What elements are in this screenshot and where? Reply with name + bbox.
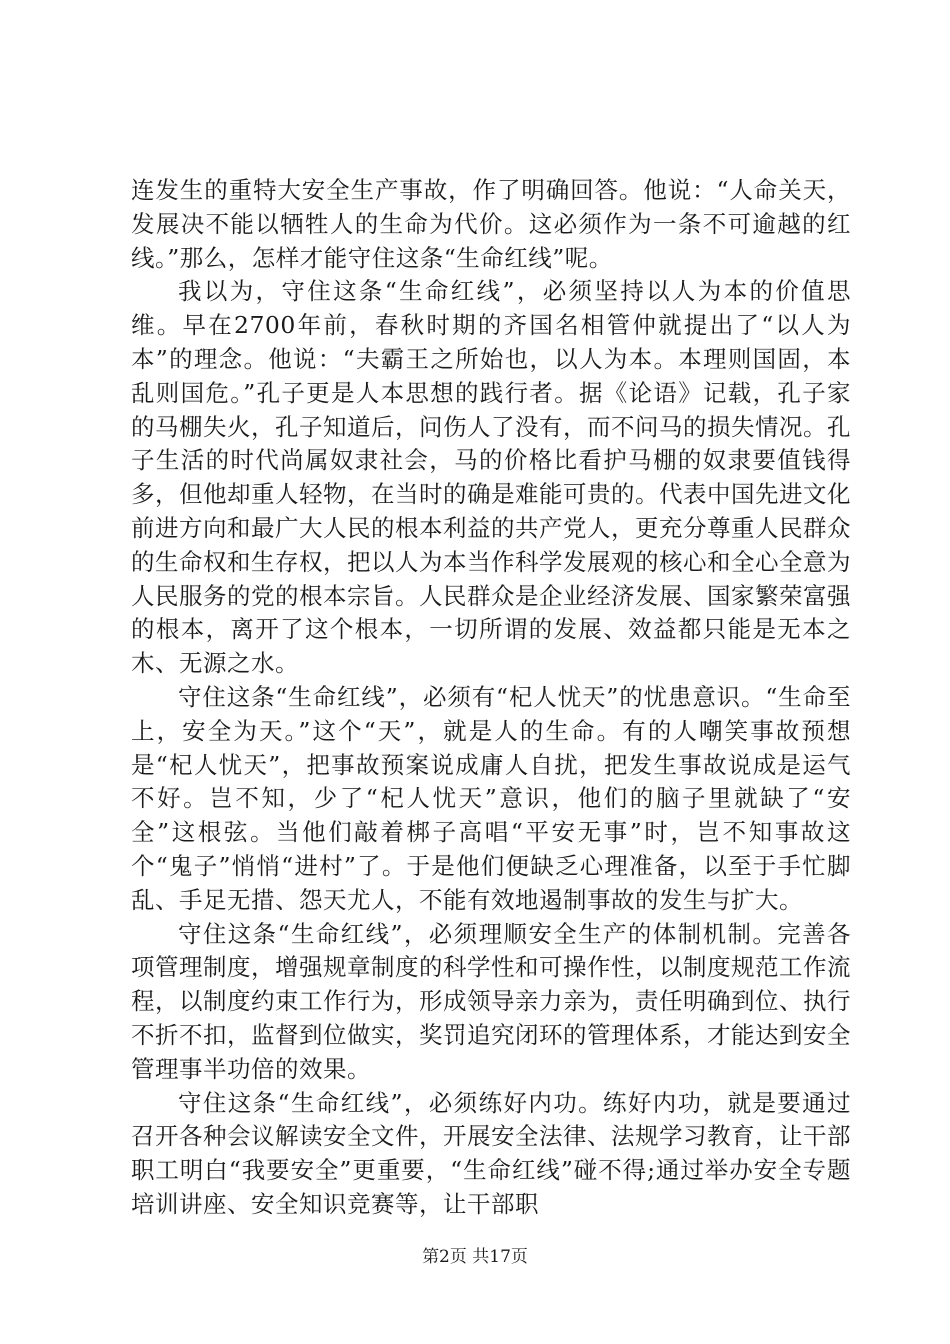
paragraph-5: 守住这条“生命红线”，必须练好内功。练好内功，就是要通过召开各种会议解读安全文件，开展安全法律、法规学习教育，让干部职工明白“我要安全”更重要，“生命红线”碰不得;通过举办安全专题培训讲座、安全知识竞赛等，让干部职 [131, 1088, 851, 1218]
paragraph-3: 守住这条“生命红线”，必须有“杞人忧天”的忧患意识。“生命至上，安全为天。”这个“天”，就是人的生命。有的人嘲笑事故预想是“杞人忧天”，把事故预案说成庸人自扰，把发生事故说成是运气不好。岂不知，少了“杞人忧天”意识，他们的脑子里就缺了“安全”这根弦。当他们敲着梆子高唱“平安无事”时，岂不知事故这个“鬼子”悄悄“进村”了。于是他们便缺乏心理准备，以至于手忙脚乱、手足无措、怨天尤人，不能有效地遏制事故的发生与扩大。 [131, 682, 851, 914]
paragraph-1: 连发生的重特大安全生产事故，作了明确回答。他说：“人命关天，发展决不能以牺牲人的生命为代价。这必须作为一条不可逾越的红线。”那么，怎样才能守住这条“生命红线”呢。 [131, 176, 851, 272]
paragraph-4: 守住这条“生命红线”，必须理顺安全生产的体制机制。完善各项管理制度，增强规章制度的科学性和可操作性，以制度规范工作流程，以制度约束工作行为，形成领导亲力亲为，责任明确到位、执行不折不扣，监督到位做实，奖罚追究闭环的管理体系，才能达到安全管理事半功倍的效果。 [131, 919, 851, 1083]
paragraph-2: 我以为，守住这条“生命红线”，必须坚持以人为本的价值思维。早在2700年前，春秋时期的齐国名相管仲就提出了“以人为本”的理念。他说：“夫霸王之所始也，以人为本。本理则国固，本乱则国危。”孔子更是人本思想的践行者。据《论语》记载，孔子家的马棚失火，孔子知道后，问伤人了没有，而不问马的损失情况。孔子生活的时代尚属奴隶社会，马的价格比看护马棚的奴隶要值钱得多，但他却重人轻物，在当时的确是难能可贵的。代表中国先进文化前进方向和最广大人民的根本利益的共产党人，更充分尊重人民群众的生命权和生存权，把以人为本当作科学发展观的核心和全心全意为人民服务的党的根本宗旨。人民群众是企业经济发展、国家繁荣富强的根本，离开了这个根本，一切所谓的发展、效益都只能是无本之木、无源之水。 [131, 277, 851, 678]
document-body [131, 174, 851, 1222]
page-number-footer: 第2页 共17页 [422, 1247, 528, 1267]
